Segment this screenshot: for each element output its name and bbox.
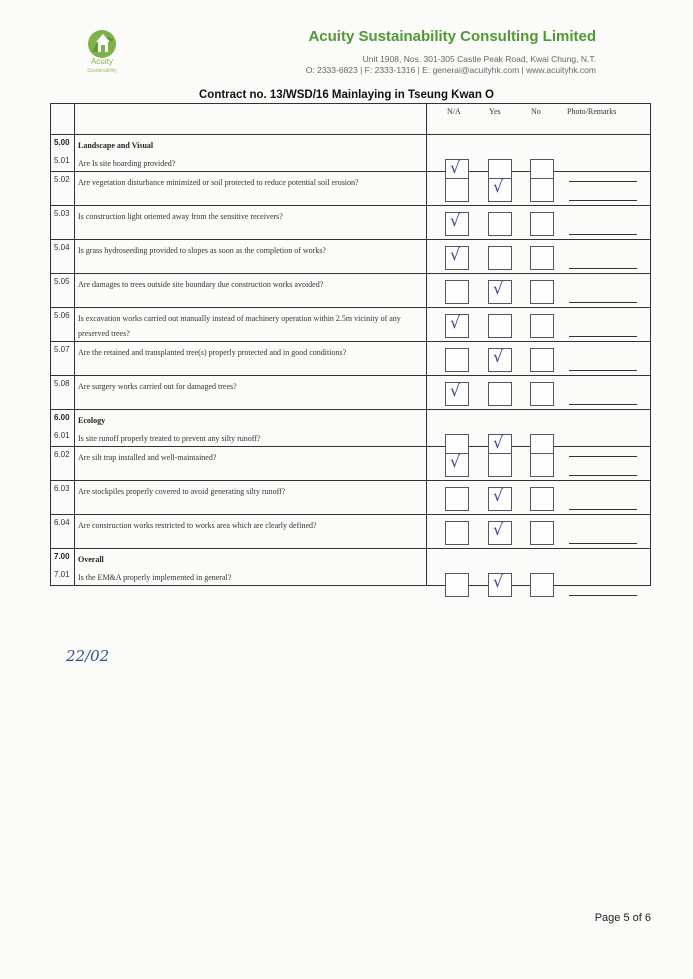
checkbox-na[interactable] [445, 178, 469, 202]
item-number: 5.07 [51, 342, 75, 376]
checkbox-na[interactable] [445, 212, 469, 236]
checkbox-no[interactable] [530, 348, 554, 372]
tick-mark-icon: √ [450, 381, 461, 400]
checklist-row [51, 447, 651, 481]
checkbox-na[interactable] [445, 382, 469, 406]
checklist-row [51, 342, 651, 376]
item-question: Are silt trap installed and well-maintained? [75, 447, 427, 481]
checklist-row [51, 172, 651, 206]
checkbox-yes[interactable] [488, 487, 512, 511]
item-question: Are stockpiles properly covered to avoid generating silty runoff? [75, 481, 427, 515]
remarks-line[interactable] [569, 509, 637, 510]
tick-mark-icon: √ [450, 245, 461, 264]
remarks-line[interactable] [569, 595, 637, 596]
item-number: 7.01 [51, 567, 75, 586]
section-answer-spacer [427, 135, 651, 177]
item-number: 6.04 [51, 515, 75, 549]
answer-cell [427, 376, 651, 410]
checkbox-no[interactable] [530, 382, 554, 406]
item-question: Are construction works restricted to works area which are clearly defined? [75, 515, 427, 549]
logo-wordmark: Acuity Sustainability [87, 57, 117, 74]
answer-cell [427, 342, 651, 376]
section-answer-spacer [427, 410, 651, 452]
item-number: 6.03 [51, 481, 75, 515]
checkbox-yes[interactable] [488, 280, 512, 304]
section-heading-row [51, 549, 651, 568]
answer-cell [427, 515, 651, 549]
tick-mark-icon: √ [450, 313, 461, 332]
checklist-row [51, 240, 651, 274]
checkbox-na[interactable] [445, 246, 469, 270]
checkbox-yes[interactable] [488, 348, 512, 372]
checkbox-na[interactable] [445, 573, 469, 597]
tick-mark-icon: √ [450, 158, 461, 177]
checklist-row [51, 274, 651, 308]
answer-cell [427, 240, 651, 274]
col-remarks: Photo/Remarks [567, 107, 617, 116]
tick-mark-icon: √ [493, 279, 504, 298]
item-question: Are Is site hoarding provided? [75, 153, 427, 172]
item-question: Are damages to trees outside site boundary due construction works avoided? [75, 274, 427, 308]
answer-cell [427, 308, 651, 342]
item-question: Are vegetation disturbance minimized or soil protected to reduce potential soil erosion? [75, 172, 427, 206]
checkbox-na[interactable] [445, 314, 469, 338]
tick-mark-icon: √ [450, 211, 461, 230]
checkbox-na[interactable] [445, 348, 469, 372]
checkbox-no[interactable] [530, 487, 554, 511]
section-title: Overall [75, 549, 427, 568]
item-number: 5.06 [51, 308, 75, 342]
checklist-row [51, 481, 651, 515]
item-question: Are surgery works carried out for damaged trees? [75, 376, 427, 410]
section-title: Ecology [75, 410, 427, 429]
remarks-line[interactable] [569, 268, 637, 269]
section-number: 5.00 [51, 135, 75, 154]
header-blank-question [75, 104, 427, 135]
item-question: Are the retained and transplanted tree(s) properly protected and in good conditions? [75, 342, 427, 376]
checkbox-na[interactable] [445, 280, 469, 304]
tick-mark-icon: √ [493, 520, 504, 539]
checkbox-yes[interactable] [488, 453, 512, 477]
checkbox-yes[interactable] [488, 573, 512, 597]
item-question: Is site runoff properly treated to prevent any silty runoff? [75, 428, 427, 447]
checkbox-yes[interactable] [488, 382, 512, 406]
letterhead [0, 0, 693, 90]
company-name: Acuity Sustainability Consulting Limited [308, 28, 596, 45]
item-number: 6.01 [51, 428, 75, 447]
answer-cell [427, 274, 651, 308]
item-number: 5.03 [51, 206, 75, 240]
remarks-line[interactable] [569, 336, 637, 337]
checkbox-yes[interactable] [488, 178, 512, 202]
answer-cell [427, 447, 651, 481]
checkbox-yes[interactable] [488, 212, 512, 236]
remarks-line[interactable] [569, 234, 637, 235]
answer-cell [427, 206, 651, 240]
item-number: 6.02 [51, 447, 75, 481]
checkbox-yes[interactable] [488, 314, 512, 338]
checkbox-no[interactable] [530, 453, 554, 477]
checkbox-no[interactable] [530, 573, 554, 597]
checklist-row [51, 376, 651, 410]
company-address: Unit 1908, Nos. 301-305 Castle Peak Road, Kwai Chung, N.T. O: 2333-6823 | F: 2333-1316 | E: generai@acuityhk.com | www.acuityhk.com [305, 54, 596, 75]
section-answer-spacer [427, 549, 651, 591]
col-no: No [531, 107, 541, 116]
item-question: Is excavation works carried out manually instead of machinery operation within 2.5m vicinity of any preserved trees? [75, 308, 427, 342]
page-number: Page 5 of 6 [594, 912, 651, 924]
item-number: 5.02 [51, 172, 75, 206]
col-na: N/A [447, 107, 461, 116]
remarks-line[interactable] [569, 370, 637, 371]
remarks-line[interactable] [569, 404, 637, 405]
checklist-row [51, 515, 651, 549]
checkbox-na[interactable] [445, 487, 469, 511]
tick-mark-icon: √ [493, 572, 504, 591]
checklist-row [51, 206, 651, 240]
answer-header [427, 104, 651, 135]
item-number: 5.05 [51, 274, 75, 308]
checkbox-no[interactable] [530, 280, 554, 304]
checkbox-no[interactable] [530, 212, 554, 236]
section-number: 7.00 [51, 549, 75, 568]
section-number: 6.00 [51, 410, 75, 429]
section-heading-row [51, 410, 651, 429]
item-number: 5.04 [51, 240, 75, 274]
item-question: Is the EM&A properly implemented in general? [75, 567, 427, 586]
tick-mark-icon: √ [493, 486, 504, 505]
header-blank-num [51, 104, 75, 135]
column-header-row [51, 104, 651, 135]
contract-title: Contract no. 13/WSD/16 Mainlaying in Tseung Kwan O [199, 89, 494, 101]
answer-cell [427, 481, 651, 515]
item-number: 5.08 [51, 376, 75, 410]
checkbox-na[interactable] [445, 453, 469, 477]
handwritten-date: 22/02 [66, 647, 110, 665]
item-question: Is construction light oriented away from the sensitive receivers? [75, 206, 427, 240]
checkbox-no[interactable] [530, 246, 554, 270]
tick-mark-icon: √ [493, 177, 504, 196]
checkbox-no[interactable] [530, 178, 554, 202]
checklist-row [51, 308, 651, 342]
remarks-line[interactable] [569, 543, 637, 544]
section-title: Landscape and Visual [75, 135, 427, 154]
checkbox-yes[interactable] [488, 521, 512, 545]
item-number: 5.01 [51, 153, 75, 172]
checkbox-yes[interactable] [488, 246, 512, 270]
checkbox-no[interactable] [530, 521, 554, 545]
checkbox-no[interactable] [530, 314, 554, 338]
section-heading-row [51, 135, 651, 154]
remarks-line[interactable] [569, 475, 637, 476]
remarks-line[interactable] [569, 302, 637, 303]
tick-mark-icon: √ [450, 452, 461, 471]
col-yes: Yes [489, 107, 501, 116]
remarks-line[interactable] [569, 200, 637, 201]
checklist-table [50, 103, 651, 591]
checkbox-na[interactable] [445, 521, 469, 545]
item-question: Is grass hydroseeding provided to slopes as soon as the completion of works? [75, 240, 427, 274]
answer-cell [427, 172, 651, 206]
tick-mark-icon: √ [493, 347, 504, 366]
tick-mark-icon: √ [493, 433, 504, 452]
